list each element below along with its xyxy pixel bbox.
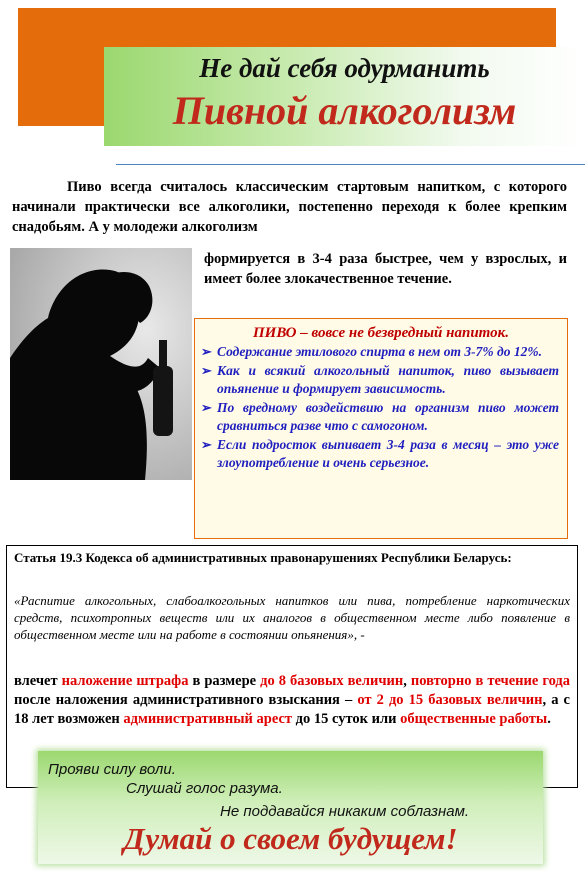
penalty-highlight: до 8 базовых величин [260, 673, 404, 689]
intro-paragraph: Пиво всегда считалось классическим стартовым напитком, с которого начинали практически все алкоголики, постепенно переходя к более крепким снадобьям. А у молодежи алкоголизм [12, 179, 567, 235]
arrow-bullet-icon: ➢ [201, 363, 212, 378]
slogan-line-3: Не поддавайся никаким соблазнам. [220, 803, 470, 820]
silhouette-image [10, 248, 192, 480]
penalty-text: , [403, 673, 411, 689]
penalty-text: после наложения административного взыскания – [14, 692, 358, 708]
list-item-text: Как и всякий алкогольный напиток, пиво вызывает опьянение и формирует зависимость. [217, 363, 559, 396]
law-quote: «Распитие алкогольных, слабоалкогольных напитков или пива, потребление наркотических средств, психотропных веществ или их аналогов в общественном месте либо появление в общественном месте или на работе в состоянии опьянения», - [14, 593, 570, 642]
list-item-text: По вредному воздействию на организм пиво может сравниться разве что с самогоном. [217, 400, 559, 433]
divider [116, 164, 585, 165]
list-item-text: Если подросток выпивает 3-4 раза в месяц – это уже злоупотребление и очень серьезное. [217, 437, 559, 470]
penalty-highlight: общественные работы [400, 711, 548, 727]
penalty-text: в размере [188, 673, 261, 689]
slogan-line-2: Слушай голос разума. [126, 780, 283, 797]
law-penalty [14, 672, 570, 729]
list-item [203, 343, 559, 361]
title-banner [104, 47, 585, 146]
penalty-highlight: наложение штрафа [61, 673, 189, 689]
footer-banner [38, 751, 543, 864]
man-with-bottle-icon [10, 248, 192, 480]
penalty-text: . [547, 711, 551, 727]
list-item-text: Содержание этилового спирта в нем от 3-7% до 12%. [217, 344, 542, 359]
penalty-text: до 15 суток или [292, 711, 401, 727]
arrow-bullet-icon: ➢ [201, 344, 212, 359]
penalty-text: влечет [14, 673, 62, 689]
list-item [203, 436, 559, 472]
penalty-highlight: административный арест [123, 711, 293, 727]
slogan-line-1: Прояви силу воли. [48, 761, 176, 778]
beer-facts-list [203, 343, 559, 472]
list-item [203, 362, 559, 398]
arrow-bullet-icon: ➢ [201, 400, 212, 415]
list-item [203, 399, 559, 435]
beer-facts-box [194, 318, 568, 539]
beer-facts-title: ПИВО – вовсе не безвредный напиток. [253, 325, 509, 341]
page-title: Не дай себя одурманить [199, 53, 490, 83]
page-subtitle: Пивной алкоголизм [172, 88, 517, 133]
intro-paragraph-continued: формируется в 3-4 раза быстрее, чем у взрослых, и имеет более злокачественное течение. [204, 251, 567, 287]
main-slogan: Думай о своем будущем! [123, 821, 458, 856]
penalty-highlight: от 2 до 15 базовых величин [357, 692, 543, 708]
penalty-text: , а с 18 лет возможен [14, 692, 570, 727]
arrow-bullet-icon: ➢ [201, 437, 212, 452]
law-heading: Статья 19.3 Кодекса об административных правонарушениях Республики Беларусь: [14, 550, 512, 565]
penalty-highlight: повторно в течение года [410, 673, 570, 689]
